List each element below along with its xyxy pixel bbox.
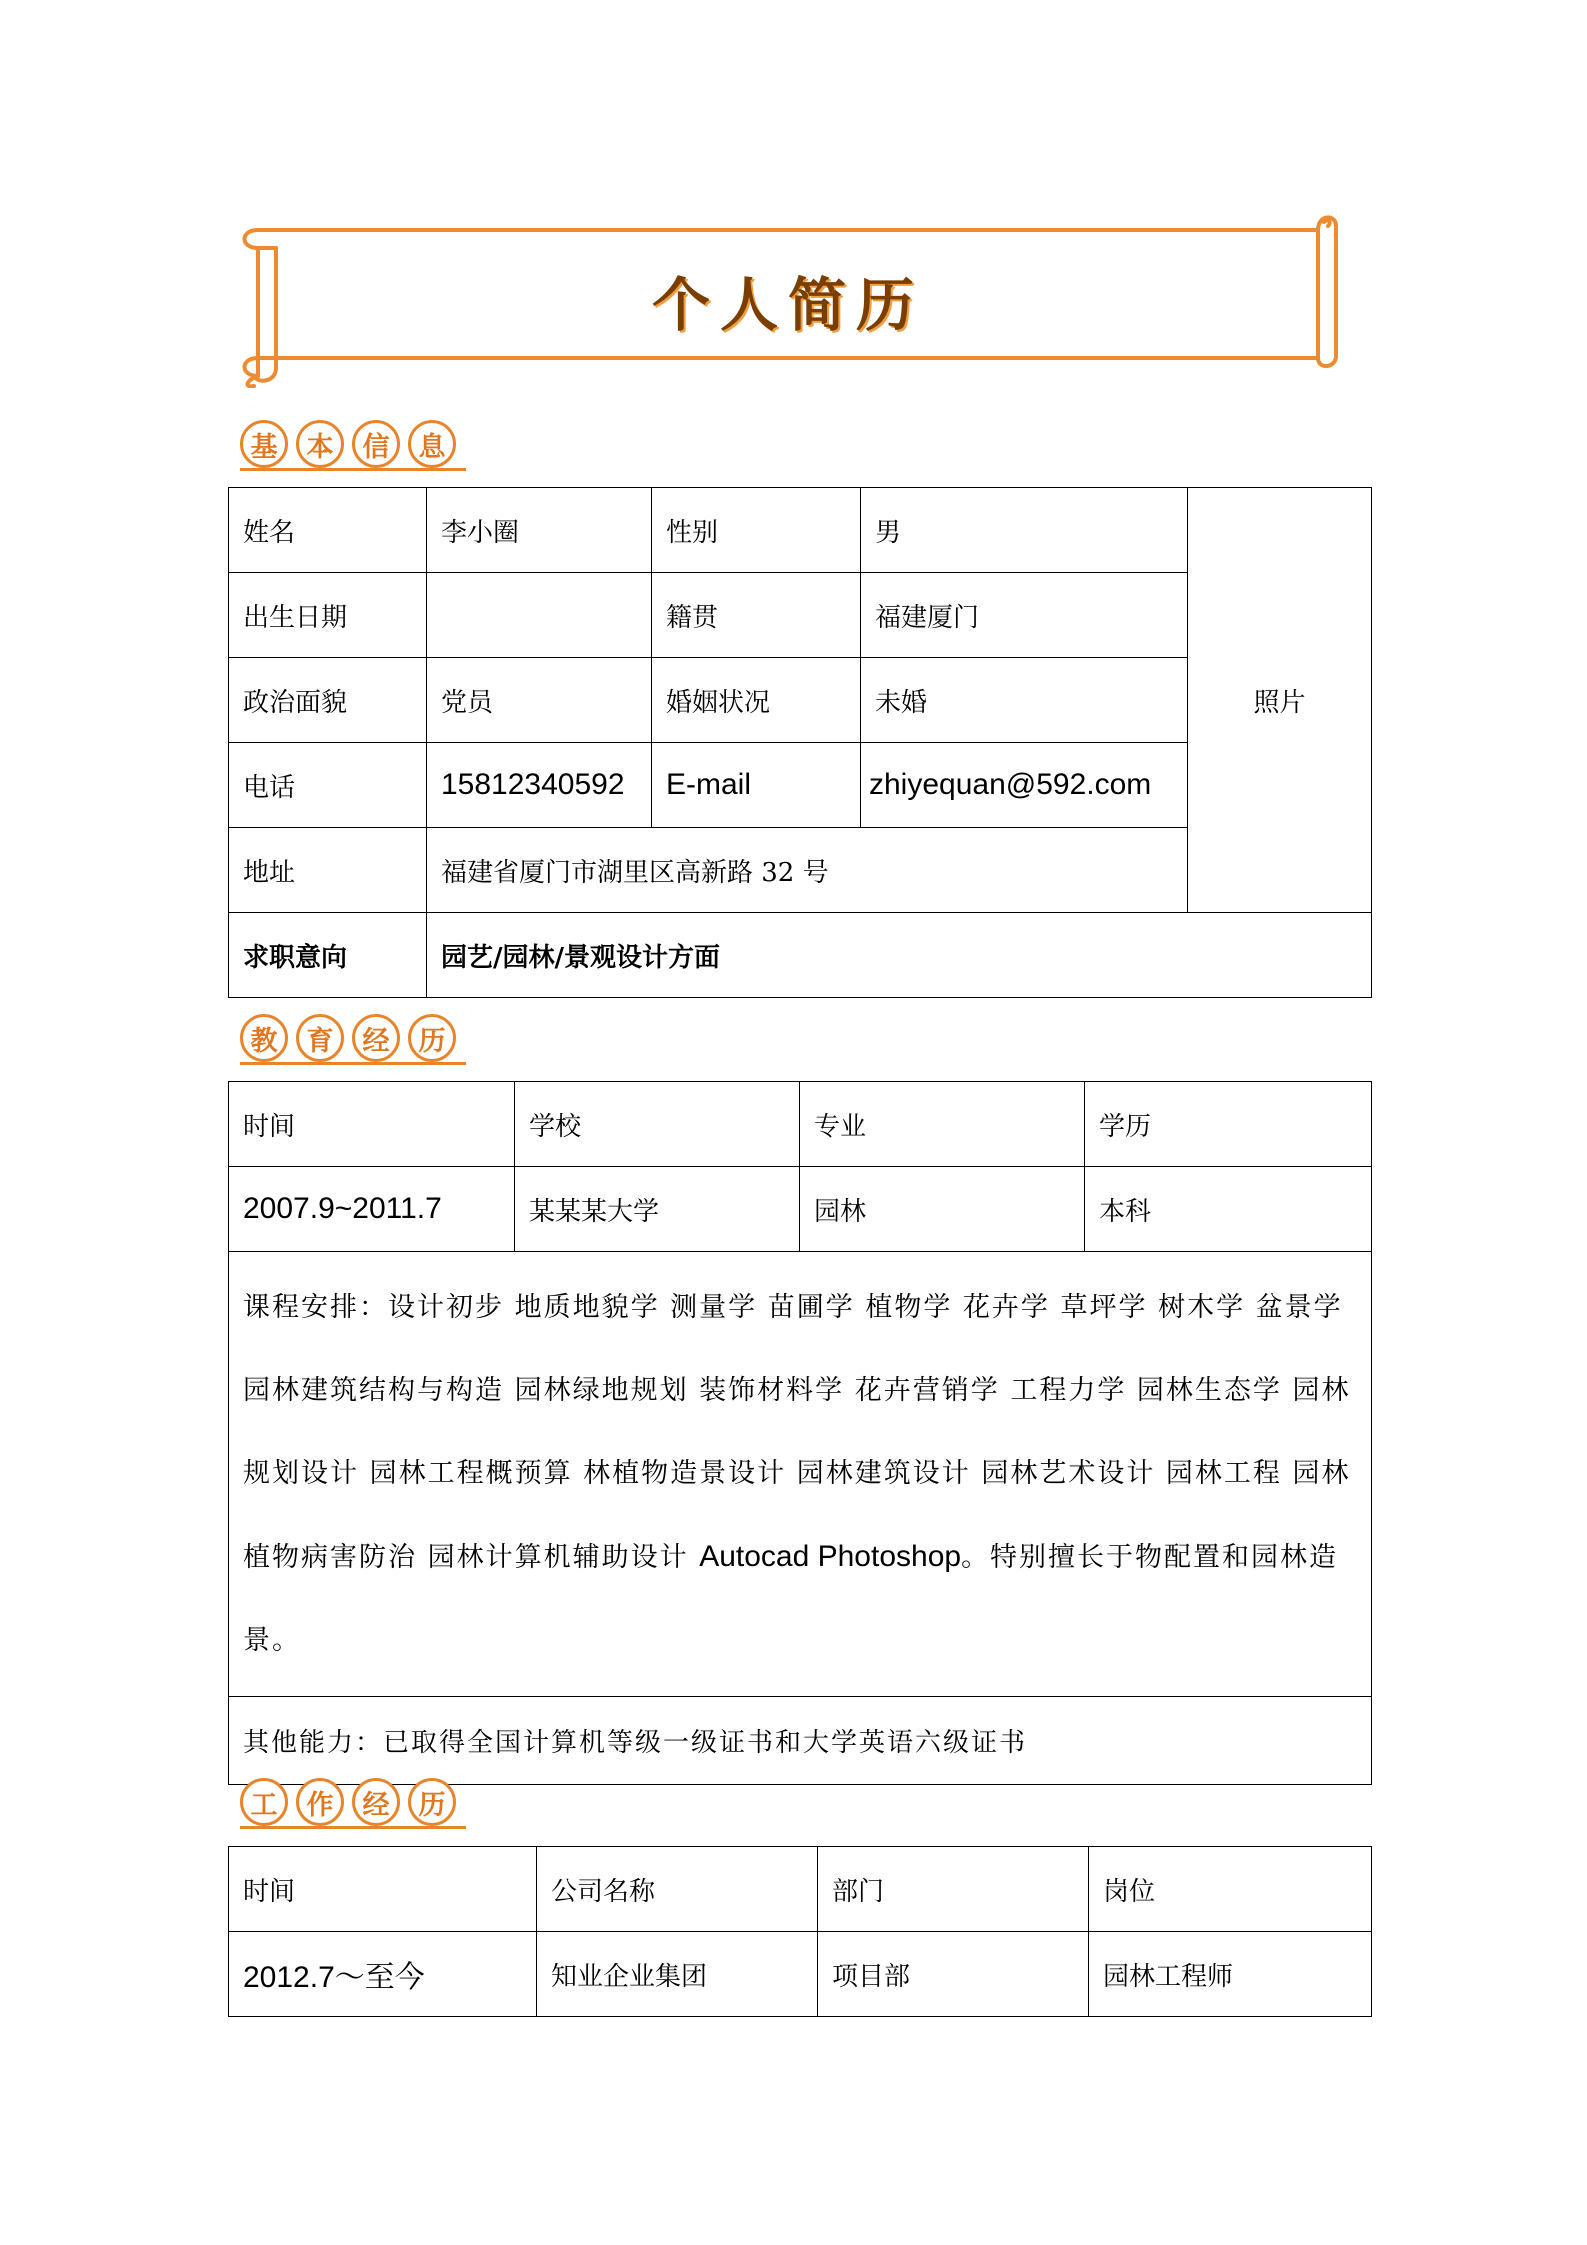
heading-char: 育 [296, 1014, 344, 1062]
edu-major: 园林 [800, 1167, 1085, 1252]
name-label: 姓名 [229, 488, 427, 573]
address-value: 福建省厦门市湖里区高新路 32 号 [427, 828, 1188, 913]
section-underline [240, 1826, 466, 1829]
heading-char: 经 [352, 1778, 400, 1826]
address-label: 地址 [229, 828, 427, 913]
marital-value: 未婚 [861, 658, 1188, 743]
birth-label: 出生日期 [229, 573, 427, 658]
origin-label: 籍贯 [652, 573, 861, 658]
intent-label: 求职意向 [229, 913, 427, 998]
section-heading-basic-info [240, 414, 456, 474]
work-header-position: 岗位 [1089, 1847, 1372, 1932]
work-company: 知业企业集团 [537, 1932, 818, 2017]
gender-label: 性别 [652, 488, 861, 573]
email-value: zhiyequan@592.com [861, 743, 1188, 828]
birth-value [427, 573, 652, 658]
heading-char: 工 [240, 1778, 288, 1826]
heading-char: 息 [408, 420, 456, 468]
work-header-department: 部门 [818, 1847, 1089, 1932]
heading-char: 历 [408, 1778, 456, 1826]
section-underline [240, 468, 466, 471]
photo-cell: 照片 [1188, 488, 1372, 913]
work-header-time: 时间 [229, 1847, 537, 1932]
work-department: 项目部 [818, 1932, 1089, 2017]
edu-header-time: 时间 [229, 1082, 515, 1167]
work-header-company: 公司名称 [537, 1847, 818, 1932]
intent-value: 园艺/园林/景观设计方面 [427, 913, 1372, 998]
politics-label: 政治面貌 [229, 658, 427, 743]
work-time: 2012.7～至今 [229, 1932, 537, 2017]
edu-school: 某某某大学 [515, 1167, 800, 1252]
work-table [228, 1846, 1372, 2017]
phone-value: 15812340592 [427, 743, 652, 828]
heading-char: 作 [296, 1778, 344, 1826]
courses-text: 课程安排：设计初步 地质地貌学 测量学 苗圃学 植物学 花卉学 草坪学 树木学 盆景学 园林建筑结构与构造 园林绿地规划 装饰材料学 花卉营销学 工程力学 园林生态学 园林规划设计 园林工程概预算 林植物造景设计 园林建筑设计 园林艺术设计 园林工程 园林植物病害防治 园林计算机辅助设计 [243, 1292, 1351, 1573]
courses-note: 。特别擅长于物配置和园林造景。 [243, 1542, 1339, 1656]
basic-info-table [228, 487, 1372, 998]
work-position: 园林工程师 [1089, 1932, 1372, 2017]
email-label: E-mail [652, 743, 861, 828]
heading-char: 本 [296, 420, 344, 468]
title-banner [236, 208, 1340, 388]
politics-value: 党员 [427, 658, 652, 743]
section-heading-work [240, 1772, 456, 1832]
page-title: 个人简历 [651, 271, 924, 339]
origin-value: 福建厦门 [861, 573, 1188, 658]
heading-char: 经 [352, 1014, 400, 1062]
edu-header-school: 学校 [515, 1082, 800, 1167]
phone-label: 电话 [229, 743, 427, 828]
edu-degree: 本科 [1085, 1167, 1372, 1252]
courses-cell [229, 1252, 1372, 1697]
section-heading-education [240, 1008, 456, 1068]
section-underline [240, 1062, 466, 1065]
marital-label: 婚姻状况 [652, 658, 861, 743]
edu-time: 2007.9~2011.7 [229, 1167, 515, 1252]
other-abilities: 其他能力：已取得全国计算机等级一级证书和大学英语六级证书 [229, 1697, 1372, 1785]
edu-header-degree: 学历 [1085, 1082, 1372, 1167]
heading-char: 信 [352, 420, 400, 468]
gender-value: 男 [861, 488, 1188, 573]
heading-char: 教 [240, 1014, 288, 1062]
heading-char: 历 [408, 1014, 456, 1062]
courses-software: Autocad Photoshop [699, 1540, 962, 1573]
education-table [228, 1081, 1372, 1785]
heading-char: 基 [240, 420, 288, 468]
name-value: 李小圈 [427, 488, 652, 573]
edu-header-major: 专业 [800, 1082, 1085, 1167]
